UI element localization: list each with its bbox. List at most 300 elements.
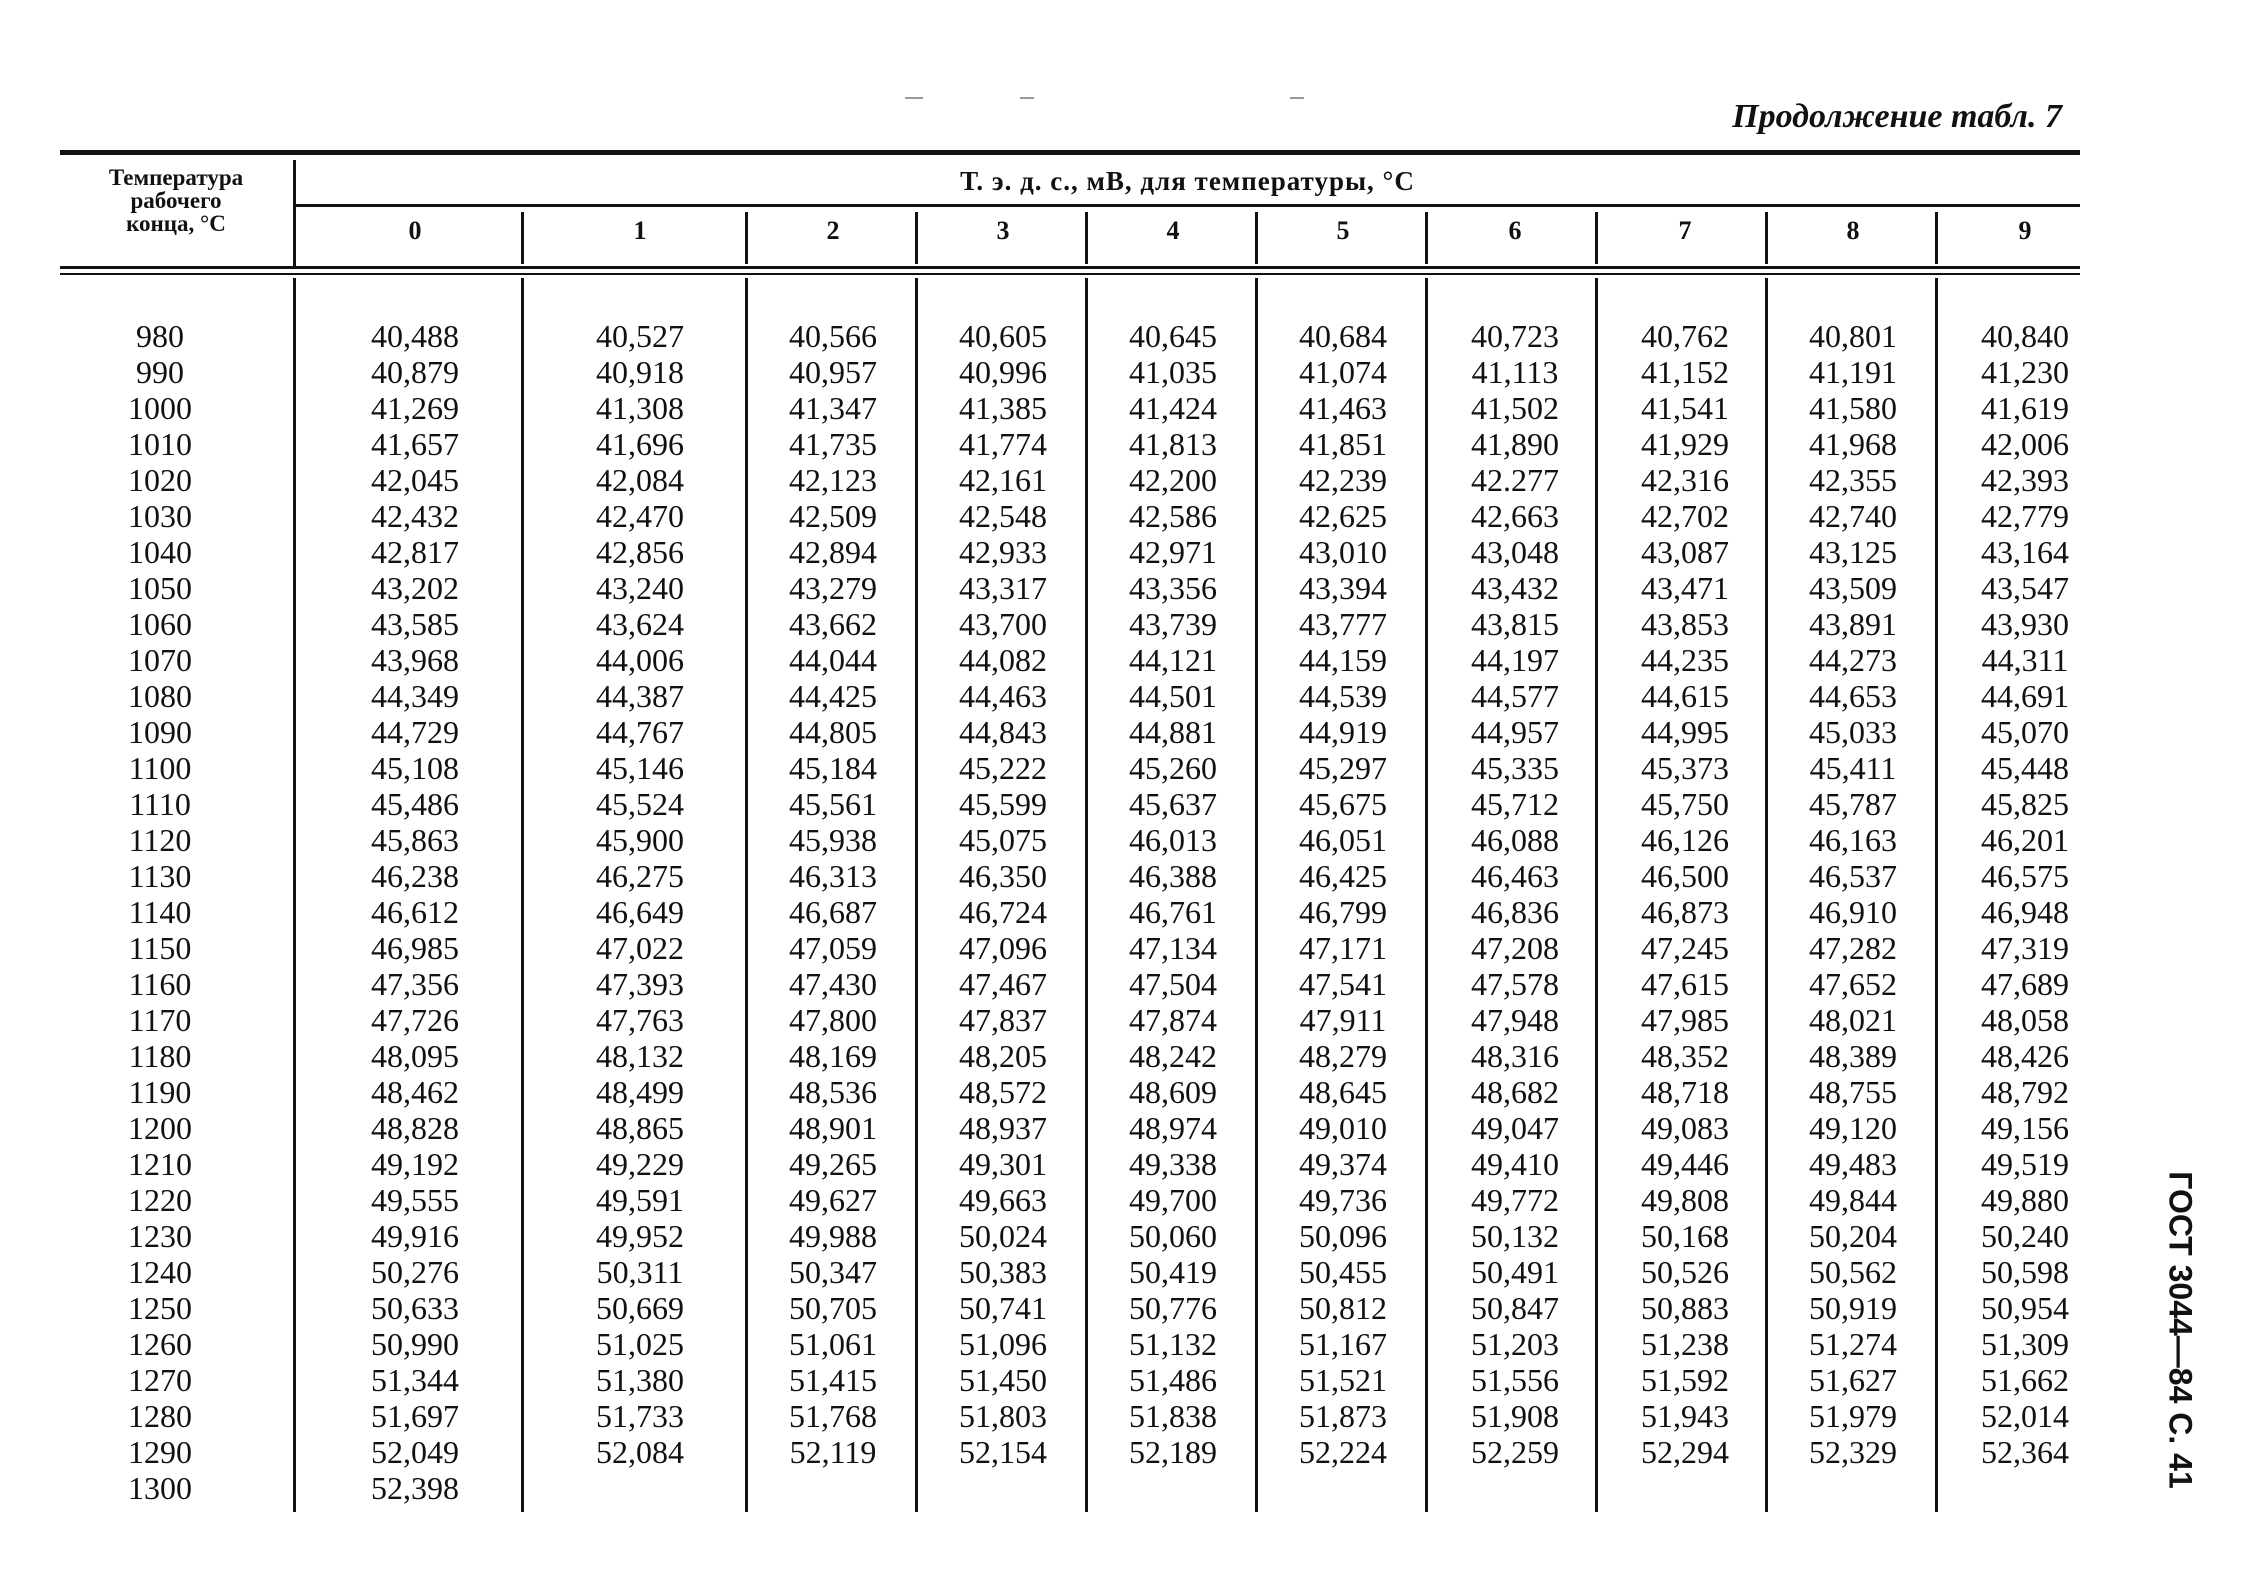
table-cell: 45,938 (789, 822, 877, 858)
table-cell: 52,329 (1809, 1434, 1897, 1470)
table-cell: 40,566 (789, 318, 877, 354)
table-cell: 50,132 (1471, 1218, 1559, 1254)
table-cell: 46,201 (1981, 822, 2069, 858)
table-cell: 43,125 (1809, 534, 1897, 570)
table-cell: 48,718 (1641, 1074, 1729, 1110)
table-cell: 41,074 (1299, 354, 1387, 390)
table-cell: 43,853 (1641, 606, 1729, 642)
table-cell: 50,776 (1129, 1290, 1217, 1326)
table-cell: 46,799 (1299, 894, 1387, 930)
column-header: 2 (826, 216, 840, 245)
column-separator (1425, 278, 1428, 1512)
table-cell: 49,627 (789, 1182, 877, 1218)
table-cell: 50,240 (1981, 1218, 2069, 1254)
table-cell: 41,230 (1981, 354, 2069, 390)
table-cell: 49,265 (789, 1146, 877, 1182)
table-cell: 50,919 (1809, 1290, 1897, 1326)
table-cell: 43,739 (1129, 606, 1217, 642)
table-cell: 41,851 (1299, 426, 1387, 462)
table-cell: 50,455 (1299, 1254, 1387, 1290)
table-cell: 43,968 (371, 642, 459, 678)
table-cell: 46,013 (1129, 822, 1217, 858)
table-cell: 44,006 (596, 642, 684, 678)
table-cell: 47,430 (789, 966, 877, 1002)
table-cell: 49,010 (1299, 1110, 1387, 1146)
table-cell: 48,865 (596, 1110, 684, 1146)
table-cell: 50,812 (1299, 1290, 1387, 1326)
table-cell: 48,426 (1981, 1038, 2069, 1074)
header-temperature (66, 166, 286, 235)
table-cell: 42,509 (789, 498, 877, 534)
header-bottom-rule (60, 266, 2080, 269)
table-cell: 40,684 (1299, 318, 1387, 354)
table-cell: 50,168 (1641, 1218, 1729, 1254)
table-cell: 43,662 (789, 606, 877, 642)
table-cell: 42,084 (596, 462, 684, 498)
table-cell: 47,652 (1809, 966, 1897, 1002)
table-caption: Продолжение табл. 7 (1732, 98, 2062, 135)
table-cell: 44,311 (1981, 642, 2069, 678)
top-rule (60, 150, 2080, 155)
table-cell: 49,736 (1299, 1182, 1387, 1218)
table-cell: 51,344 (371, 1362, 459, 1398)
table-cell: 45,825 (1981, 786, 2069, 822)
table-cell: 44,615 (1641, 678, 1729, 714)
table-cell: 43,164 (1981, 534, 2069, 570)
table-cell: 44,653 (1809, 678, 1897, 714)
table-cell: 48,755 (1809, 1074, 1897, 1110)
table-cell: 52,398 (371, 1470, 459, 1506)
table-cell: 48,132 (596, 1038, 684, 1074)
table-cell: 42,702 (1641, 498, 1729, 534)
table-cell: 43,585 (371, 606, 459, 642)
table-cell: 44,463 (959, 678, 1047, 714)
table-cell: 46,500 (1641, 858, 1729, 894)
table-cell: 46,836 (1471, 894, 1559, 930)
column-header: 8 (1846, 216, 1860, 245)
table-cell: 44,082 (959, 642, 1047, 678)
table-cell: 47,282 (1809, 930, 1897, 966)
row-temperature: 1210 (128, 1146, 192, 1182)
table-cell: 43,700 (959, 606, 1047, 642)
table-cell: 41,774 (959, 426, 1047, 462)
table-cell: 42,470 (596, 498, 684, 534)
header-temperature-line2: рабочего (130, 188, 222, 213)
table-cell: 43,891 (1809, 606, 1897, 642)
table-cell: 44,729 (371, 714, 459, 750)
row-temperature: 1110 (129, 786, 191, 822)
table-cell: 44,273 (1809, 642, 1897, 678)
column-header: 9 (2018, 216, 2032, 245)
table-cell: 45,070 (1981, 714, 2069, 750)
table-cell: 41,347 (789, 390, 877, 426)
table-cell: 44,425 (789, 678, 877, 714)
table-cell: 40,762 (1641, 318, 1729, 354)
row-temperature: 1180 (128, 1038, 192, 1074)
table-cell: 49,880 (1981, 1182, 2069, 1218)
table-cell: 42,779 (1981, 498, 2069, 534)
table-cell: 49,192 (371, 1146, 459, 1182)
row-temperature: 980 (136, 318, 184, 354)
row-temperature: 1040 (128, 534, 192, 570)
row-temperature: 1150 (128, 930, 192, 966)
table-cell: 51,592 (1641, 1362, 1729, 1398)
table-cell: 48,316 (1471, 1038, 1559, 1074)
table-cell: 42,161 (959, 462, 1047, 498)
column-header: 3 (996, 216, 1010, 245)
row-temperature: 1220 (128, 1182, 192, 1218)
table-cell: 51,521 (1299, 1362, 1387, 1398)
row-temperature: 1300 (128, 1470, 192, 1506)
table-cell: 40,488 (371, 318, 459, 354)
column-separator (1425, 212, 1428, 264)
table-cell: 48,242 (1129, 1038, 1217, 1074)
table-cell: 42,971 (1129, 534, 1217, 570)
table-cell: 48,572 (959, 1074, 1047, 1110)
table-cell: 45,448 (1981, 750, 2069, 786)
table-cell: 44,501 (1129, 678, 1217, 714)
table-cell: 47,096 (959, 930, 1047, 966)
table-cell: 44,235 (1641, 642, 1729, 678)
table-cell: 49,338 (1129, 1146, 1217, 1182)
table-cell: 46,238 (371, 858, 459, 894)
table-cell: 51,167 (1299, 1326, 1387, 1362)
table-cell: 45,184 (789, 750, 877, 786)
scan-mark (1020, 97, 1034, 99)
table-cell: 51,662 (1981, 1362, 2069, 1398)
table-cell: 50,347 (789, 1254, 877, 1290)
table-cell: 47,837 (959, 1002, 1047, 1038)
table-cell: 51,238 (1641, 1326, 1729, 1362)
table-cell: 41,191 (1809, 354, 1897, 390)
column-separator (1085, 278, 1088, 1512)
table-cell: 40,723 (1471, 318, 1559, 354)
table-cell: 47,393 (596, 966, 684, 1002)
table-cell: 51,203 (1471, 1326, 1559, 1362)
table-cell: 46,985 (371, 930, 459, 966)
table-cell: 40,840 (1981, 318, 2069, 354)
column-separator (1595, 212, 1598, 264)
table-cell: 44,843 (959, 714, 1047, 750)
table-cell: 41,813 (1129, 426, 1217, 462)
table-cell: 49,083 (1641, 1110, 1729, 1146)
column-separator (745, 278, 748, 1512)
table-cell: 41,152 (1641, 354, 1729, 390)
table-cell: 49,374 (1299, 1146, 1387, 1182)
row-temperature: 1290 (128, 1434, 192, 1470)
column-separator (915, 212, 918, 264)
table-cell: 45,335 (1471, 750, 1559, 786)
table-cell: 46,275 (596, 858, 684, 894)
table-cell: 49,808 (1641, 1182, 1729, 1218)
row-temperature: 1200 (128, 1110, 192, 1146)
row-temperature: 1190 (128, 1074, 192, 1110)
table-cell: 45,297 (1299, 750, 1387, 786)
table-cell: 50,096 (1299, 1218, 1387, 1254)
table-cell: 48,058 (1981, 1002, 2069, 1038)
column-header: 7 (1678, 216, 1692, 245)
table-cell: 50,883 (1641, 1290, 1729, 1326)
table-cell: 44,957 (1471, 714, 1559, 750)
table-cell: 48,279 (1299, 1038, 1387, 1074)
column-separator (293, 160, 296, 266)
column-separator (1255, 278, 1258, 1512)
table-cell: 50,598 (1981, 1254, 2069, 1290)
header-emf: Т. э. д. с., мВ, для температуры, °С (960, 166, 1415, 196)
column-separator (745, 212, 748, 264)
table-cell: 43,240 (596, 570, 684, 606)
row-temperature: 1120 (128, 822, 192, 858)
table-cell: 46,126 (1641, 822, 1729, 858)
table-cell: 44,539 (1299, 678, 1387, 714)
table-cell: 45,675 (1299, 786, 1387, 822)
table-cell: 48,205 (959, 1038, 1047, 1074)
table-cell: 52,259 (1471, 1434, 1559, 1470)
table-cell: 51,873 (1299, 1398, 1387, 1434)
table-cell: 51,979 (1809, 1398, 1897, 1434)
table-cell: 45,033 (1809, 714, 1897, 750)
side-label-text: ГОСТ 3044—84 С. 41 (2162, 1171, 2199, 1489)
table-cell: 45,561 (789, 786, 877, 822)
table-cell: 46,163 (1809, 822, 1897, 858)
table-cell: 40,605 (959, 318, 1047, 354)
row-temperature: 1060 (128, 606, 192, 642)
table-cell: 44,121 (1129, 642, 1217, 678)
table-cell: 40,645 (1129, 318, 1217, 354)
column-header: 1 (633, 216, 647, 245)
table-cell: 41,385 (959, 390, 1047, 426)
table-cell: 51,733 (596, 1398, 684, 1434)
table-cell: 50,526 (1641, 1254, 1729, 1290)
table-cell: 52,224 (1299, 1434, 1387, 1470)
table-cell: 50,562 (1809, 1254, 1897, 1290)
table-cell: 46,687 (789, 894, 877, 930)
row-temperature: 1050 (128, 570, 192, 606)
table-cell: 43,010 (1299, 534, 1387, 570)
table-cell: 46,575 (1981, 858, 2069, 894)
table-cell: 46,388 (1129, 858, 1217, 894)
table-cell: 41,424 (1129, 390, 1217, 426)
table-cell: 45,900 (596, 822, 684, 858)
table-cell: 46,537 (1809, 858, 1897, 894)
table-cell: 48,021 (1809, 1002, 1897, 1038)
table-cell: 49,555 (371, 1182, 459, 1218)
table-cell: 47,911 (1299, 1002, 1387, 1038)
column-separator (1935, 278, 1938, 1512)
table-cell: 50,419 (1129, 1254, 1217, 1290)
table-cell: 42,933 (959, 534, 1047, 570)
table-cell: 46,088 (1471, 822, 1559, 858)
table-cell: 43,815 (1471, 606, 1559, 642)
table-cell: 44,577 (1471, 678, 1559, 714)
table-cell: 50,847 (1471, 1290, 1559, 1326)
row-temperature: 1250 (128, 1290, 192, 1326)
table-cell: 47,763 (596, 1002, 684, 1038)
table-cell: 49,916 (371, 1218, 459, 1254)
table-cell: 41,502 (1471, 390, 1559, 426)
column-header: 5 (1336, 216, 1350, 245)
table-cell: 43,202 (371, 570, 459, 606)
table-cell: 51,274 (1809, 1326, 1897, 1362)
table-cell: 51,768 (789, 1398, 877, 1434)
table-cell: 40,918 (596, 354, 684, 390)
table-cell: 43,509 (1809, 570, 1897, 606)
scan-mark (1290, 97, 1304, 99)
table-cell: 49,519 (1981, 1146, 2069, 1182)
table-cell: 41,657 (371, 426, 459, 462)
table-cell: 47,022 (596, 930, 684, 966)
column-separator (1765, 212, 1768, 264)
table-cell: 49,591 (596, 1182, 684, 1218)
table-cell: 42,200 (1129, 462, 1217, 498)
table-cell: 50,383 (959, 1254, 1047, 1290)
table-cell: 46,313 (789, 858, 877, 894)
table-cell: 45,863 (371, 822, 459, 858)
row-temperature: 1080 (128, 678, 192, 714)
table-cell: 46,463 (1471, 858, 1559, 894)
table-cell: 47,356 (371, 966, 459, 1002)
table-cell: 51,803 (959, 1398, 1047, 1434)
table-cell: 46,612 (371, 894, 459, 930)
row-temperature: 1280 (128, 1398, 192, 1434)
table-cell: 48,645 (1299, 1074, 1387, 1110)
table-cell: 47,985 (1641, 1002, 1729, 1038)
table-cell: 47,208 (1471, 930, 1559, 966)
table-cell: 42,432 (371, 498, 459, 534)
table-cell: 47,467 (959, 966, 1047, 1002)
row-temperature: 1270 (128, 1362, 192, 1398)
table-cell: 51,943 (1641, 1398, 1729, 1434)
table-cell: 49,047 (1471, 1110, 1559, 1146)
table-cell: 43,317 (959, 570, 1047, 606)
row-temperature: 1130 (128, 858, 192, 894)
table-cell: 41,968 (1809, 426, 1897, 462)
table-cell: 49,120 (1809, 1110, 1897, 1146)
table-cell: 49,952 (596, 1218, 684, 1254)
table-cell: 40,957 (789, 354, 877, 390)
table-cell: 51,908 (1471, 1398, 1559, 1434)
table-cell: 43,048 (1471, 534, 1559, 570)
table-cell: 45,108 (371, 750, 459, 786)
row-temperature: 1170 (128, 1002, 192, 1038)
table-cell: 47,615 (1641, 966, 1729, 1002)
row-temperature: 1010 (128, 426, 192, 462)
table-cell: 42,006 (1981, 426, 2069, 462)
table-cell: 41,463 (1299, 390, 1387, 426)
table-cell: 42,586 (1129, 498, 1217, 534)
table-cell: 42.277 (1471, 462, 1559, 498)
table-cell: 45,750 (1641, 786, 1729, 822)
column-separator (521, 278, 524, 1512)
table-cell: 51,132 (1129, 1326, 1217, 1362)
table-cell: 49,772 (1471, 1182, 1559, 1218)
table-cell: 51,380 (596, 1362, 684, 1398)
table-cell: 49,156 (1981, 1110, 2069, 1146)
table-cell: 45,524 (596, 786, 684, 822)
row-temperature: 1140 (128, 894, 192, 930)
table-cell: 51,096 (959, 1326, 1047, 1362)
table-cell: 48,169 (789, 1038, 877, 1074)
column-header: 0 (408, 216, 422, 245)
row-temperature: 1100 (128, 750, 192, 786)
table-cell: 45,260 (1129, 750, 1217, 786)
column-separator (1255, 212, 1258, 264)
header-temperature-line3: конца, °С (126, 211, 226, 236)
table-cell: 46,948 (1981, 894, 2069, 930)
table-cell: 43,547 (1981, 570, 2069, 606)
table-cell: 47,948 (1471, 1002, 1559, 1038)
table-cell: 47,245 (1641, 930, 1729, 966)
row-temperature: 1230 (128, 1218, 192, 1254)
table-cell: 41,696 (596, 426, 684, 462)
table-cell: 49,700 (1129, 1182, 1217, 1218)
table-cell: 47,800 (789, 1002, 877, 1038)
column-header: 4 (1166, 216, 1180, 245)
table-cell: 49,483 (1809, 1146, 1897, 1182)
table-cell: 43,624 (596, 606, 684, 642)
table-cell: 42,894 (789, 534, 877, 570)
table-cell: 50,990 (371, 1326, 459, 1362)
table-cell: 47,578 (1471, 966, 1559, 1002)
table-cell: 45,146 (596, 750, 684, 786)
table-cell: 46,350 (959, 858, 1047, 894)
table-cell: 50,060 (1129, 1218, 1217, 1254)
column-separator (293, 278, 296, 1512)
table-cell: 43,356 (1129, 570, 1217, 606)
table-cell: 44,919 (1299, 714, 1387, 750)
table-cell: 47,134 (1129, 930, 1217, 966)
table-cell: 50,633 (371, 1290, 459, 1326)
table-cell: 49,844 (1809, 1182, 1897, 1218)
table-cell: 50,024 (959, 1218, 1047, 1254)
table-cell: 51,486 (1129, 1362, 1217, 1398)
scan-mark (905, 97, 923, 99)
table-cell: 42,625 (1299, 498, 1387, 534)
side-label (2135, 1160, 2225, 1500)
table-cell: 44,691 (1981, 678, 2069, 714)
table-cell: 52,049 (371, 1434, 459, 1470)
header-temperature-line1: Температура (108, 165, 244, 190)
table-cell: 44,349 (371, 678, 459, 714)
table-cell: 51,556 (1471, 1362, 1559, 1398)
table-cell: 48,682 (1471, 1074, 1559, 1110)
table-cell: 43,087 (1641, 534, 1729, 570)
row-temperature: 1070 (128, 642, 192, 678)
table-cell: 40,996 (959, 354, 1047, 390)
table-cell: 42,045 (371, 462, 459, 498)
column-separator (521, 212, 524, 264)
table-cell: 51,697 (371, 1398, 459, 1434)
column-separator (1085, 212, 1088, 264)
table-cell: 44,881 (1129, 714, 1217, 750)
table-cell: 40,879 (371, 354, 459, 390)
table-cell: 43,279 (789, 570, 877, 606)
row-temperature: 1240 (128, 1254, 192, 1290)
table-cell: 48,974 (1129, 1110, 1217, 1146)
table-cell: 48,389 (1809, 1038, 1897, 1074)
table-cell: 42,548 (959, 498, 1047, 534)
table-cell: 52,189 (1129, 1434, 1217, 1470)
row-temperature: 990 (136, 354, 184, 390)
table-cell: 41,929 (1641, 426, 1729, 462)
table-cell: 52,014 (1981, 1398, 2069, 1434)
table-cell: 51,450 (959, 1362, 1047, 1398)
table-cell: 44,159 (1299, 642, 1387, 678)
table-cell: 43,471 (1641, 570, 1729, 606)
table-cell: 48,609 (1129, 1074, 1217, 1110)
table-cell: 42,817 (371, 534, 459, 570)
table-cell: 41,541 (1641, 390, 1729, 426)
